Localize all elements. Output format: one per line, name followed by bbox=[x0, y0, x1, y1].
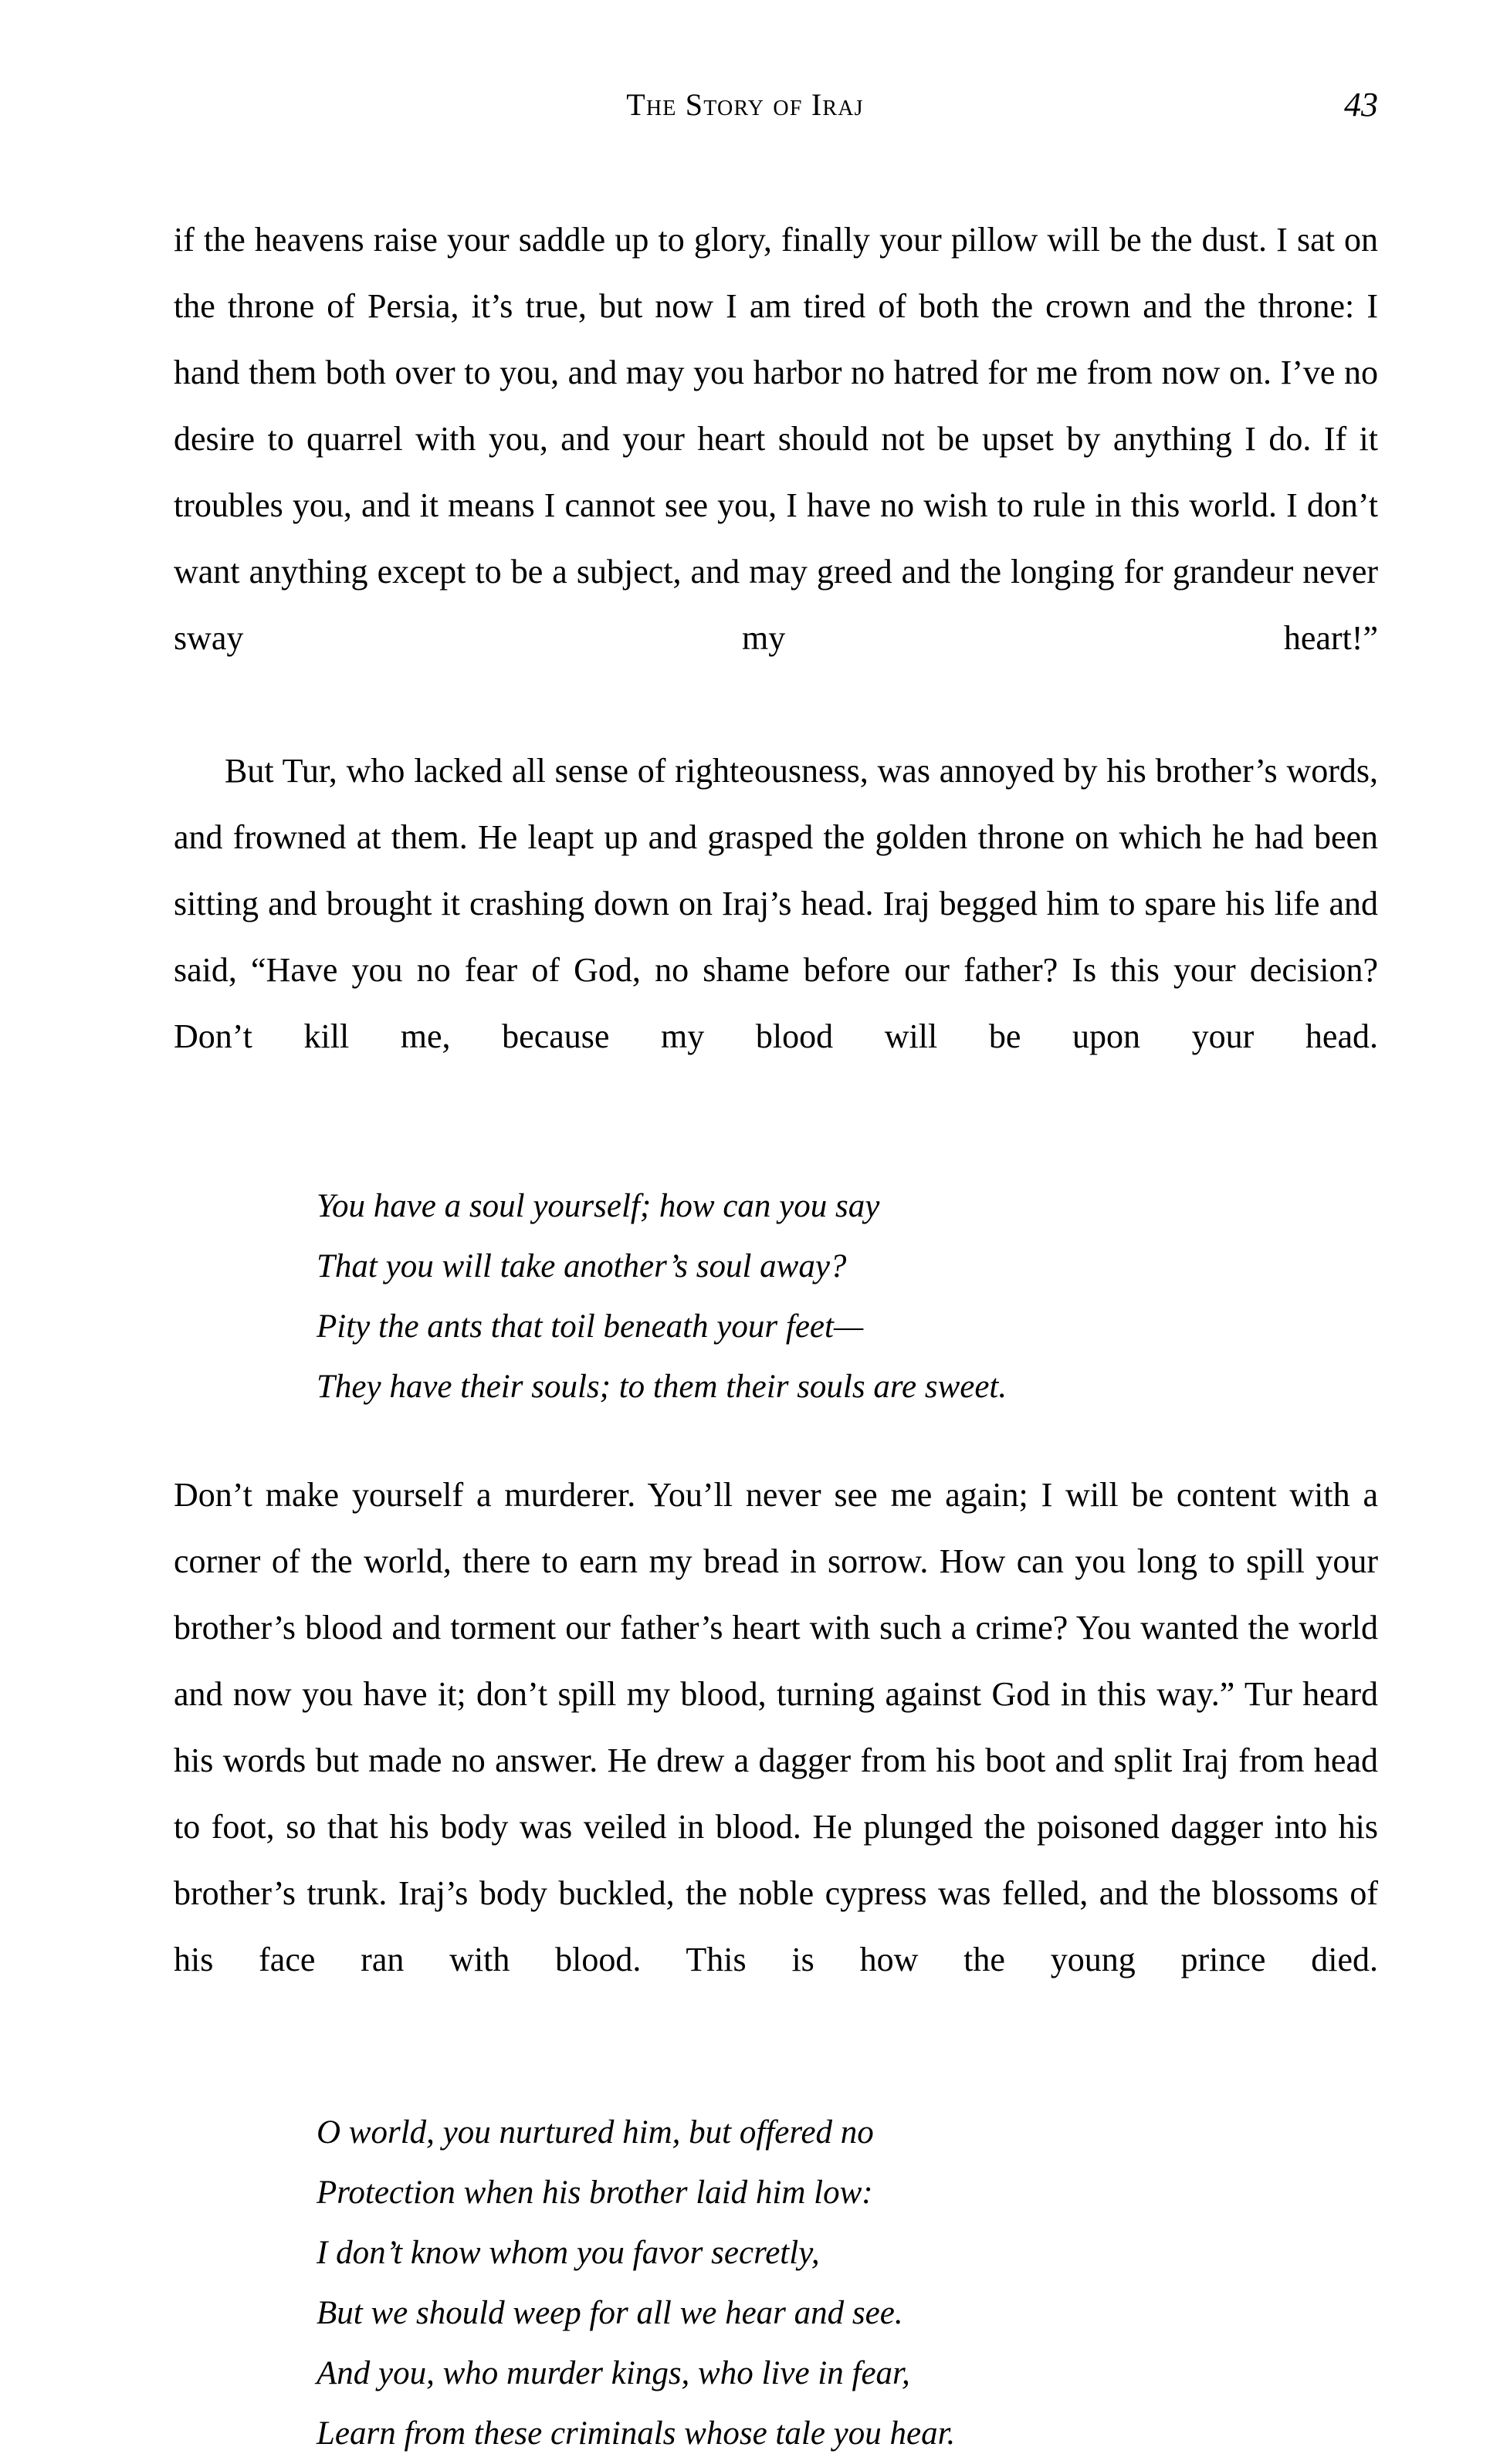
paragraph-2: But Tur, who lacked all sense of righteousness, was annoyed by his brother’s words, and frowned at them. He leapt up and grasped the golden throne on which he had been sitting and brought it crashing down on Iraj’s head. Iraj begged him to spare his life and said, “Have you no fear of God, no shame before our father? Is this your decision? Don’t kill me, because my blood will be upon your head. bbox=[174, 752, 1378, 1055]
page-number: 43 bbox=[1344, 86, 1378, 124]
verse-spacer-top bbox=[174, 1136, 1378, 1176]
verse-line: Pity the ants that toil beneath your feet— bbox=[317, 1308, 864, 1345]
text-column bbox=[174, 207, 1378, 2464]
paragraph-3: Don’t make yourself a murderer. You’ll never see me again; I will be content with a corner of the world, there to earn my bread in sorrow. How can you long to spill your brother’s blood and torment our father’s heart with such a crime? You wanted the world and now you have it; don’t spill my blood, turning against God in this way.” Tur heard his words but made no answer. He drew a dagger from his boot and split Iraj from head to foot, so that his body was veiled in blood. He plunged the poisoned dagger into his brother’s trunk. Iraj’s body buckled, the noble cypress was felled, and the blossoms of his face ran with blood. This is how the young prince died. bbox=[174, 1476, 1378, 1978]
verse-line: They have their souls; to them their souls are sweet. bbox=[317, 1369, 1007, 1405]
verse2-spacer-top bbox=[174, 2060, 1378, 2103]
verse-spacer-bottom bbox=[174, 1417, 1378, 1462]
verse-block-2 bbox=[174, 2103, 1378, 2464]
verse-line: That you will take another’s soul away? bbox=[317, 1248, 847, 1284]
verse-line: And you, who murder kings, who live in fear, bbox=[317, 2355, 910, 2391]
running-head bbox=[174, 83, 1378, 137]
verse-block-1 bbox=[174, 1176, 1378, 1417]
verse-line: But we should weep for all we hear and see. bbox=[317, 2295, 903, 2331]
verse-line: You have a soul yourself; how can you say bbox=[317, 1188, 880, 1224]
verse-line: O world, you nurtured him, but offered no bbox=[317, 2114, 874, 2151]
running-head-title: The Story of Iraj bbox=[626, 87, 864, 122]
verse-line: Protection when his brother laid him low: bbox=[317, 2175, 873, 2211]
verse-line: Learn from these criminals whose tale you hear. bbox=[317, 2415, 956, 2452]
verse-line: I don’t know whom you favor secretly, bbox=[317, 2235, 820, 2271]
paragraph-1: if the heavens raise your saddle up to glory, finally your pillow will be the dust. I sat on the throne of Persia, it’s true, but now I am tired of both the crown and the throne: I hand them both over to you, and may you harbor no hatred for me from now on. I’ve no desire to quarrel with you, and your heart should not be upset by anything I do. If it troubles you, and it means I cannot see you, I have no wish to rule in this world. I don’t want anything except to be a subject, and may greed and the longing for grandeur never sway my heart!” bbox=[174, 221, 1378, 657]
